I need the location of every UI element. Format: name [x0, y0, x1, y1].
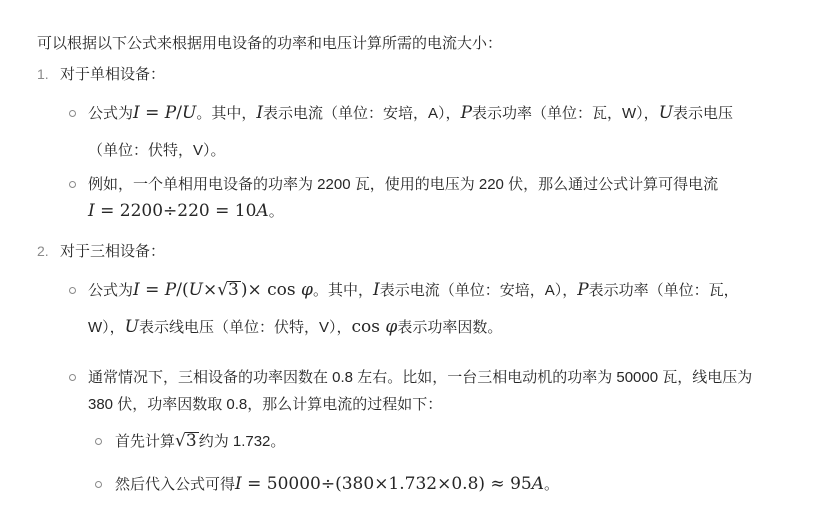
item-2-body: [60, 272, 797, 500]
circle-bullet-icon: [60, 95, 88, 117]
bullet-text: 通常情况下，三相设备的功率因数在 0.8 左右。比如，一台三相电动机的功率为 50000 瓦，线电压为 380 伏，功率因数取 0.8，那么计算电流的过程如下：: [88, 369, 753, 413]
sub-bullet-list: [88, 426, 797, 500]
intro-paragraph: 可以根据以下公式来根据用电设备的功率和电压计算所需的电流大小：: [37, 35, 503, 52]
bullet-formula-single-phase: [60, 95, 797, 169]
item-2-title: 对于三相设备：: [60, 243, 166, 260]
circle-bullet-icon: [60, 364, 88, 381]
circle-bullet-icon: [88, 469, 115, 488]
circle-bullet-icon: [88, 426, 115, 445]
item-2-number: 2.: [37, 243, 49, 259]
bullet-text: 然后代入公式可得I = 50000÷(380×1.732×0.8) ≈ 95A。: [115, 474, 559, 494]
item-1-title: 对于单相设备：: [60, 66, 166, 83]
bullet-text: 首先计算√3 约为 1.732。: [115, 431, 286, 451]
ordered-item-single-phase: [37, 64, 797, 225]
item-2-header: [37, 241, 797, 262]
sub-bullet-sqrt-step: [88, 426, 797, 457]
circle-bullet-icon: [60, 272, 88, 294]
bullet-example-single-phase: [60, 171, 797, 225]
bullet-example-three-phase: [60, 364, 797, 418]
bullet-text: 公式为I = P/(U×√3 )× cos φ。其中，I表示电流（单位：安培，A），P表示功率（单位：瓦， W），U表示线电压（单位：伏特，V），cos φ表示功率因数。: [88, 280, 739, 337]
ordered-item-three-phase: [37, 241, 797, 500]
bullet-text: 例如，一个单相用电设备的功率为 2200 瓦，使用的电压为 220 伏，那么通过公式计算可得电流 I = 2200÷220 = 10A。: [88, 176, 719, 221]
item-1-header: [37, 64, 797, 85]
item-1-number: 1.: [37, 66, 49, 82]
bullet-text: 公式为I = P/U。其中，I表示电流（单位：安培，A），P表示功率（单位：瓦，W），U表示电压 （单位：伏特，V）。: [88, 103, 734, 159]
sub-bullet-final-step: [88, 469, 797, 500]
item-1-body: [60, 95, 797, 225]
circle-bullet-icon: [60, 171, 88, 188]
bullet-formula-three-phase: [60, 272, 797, 346]
